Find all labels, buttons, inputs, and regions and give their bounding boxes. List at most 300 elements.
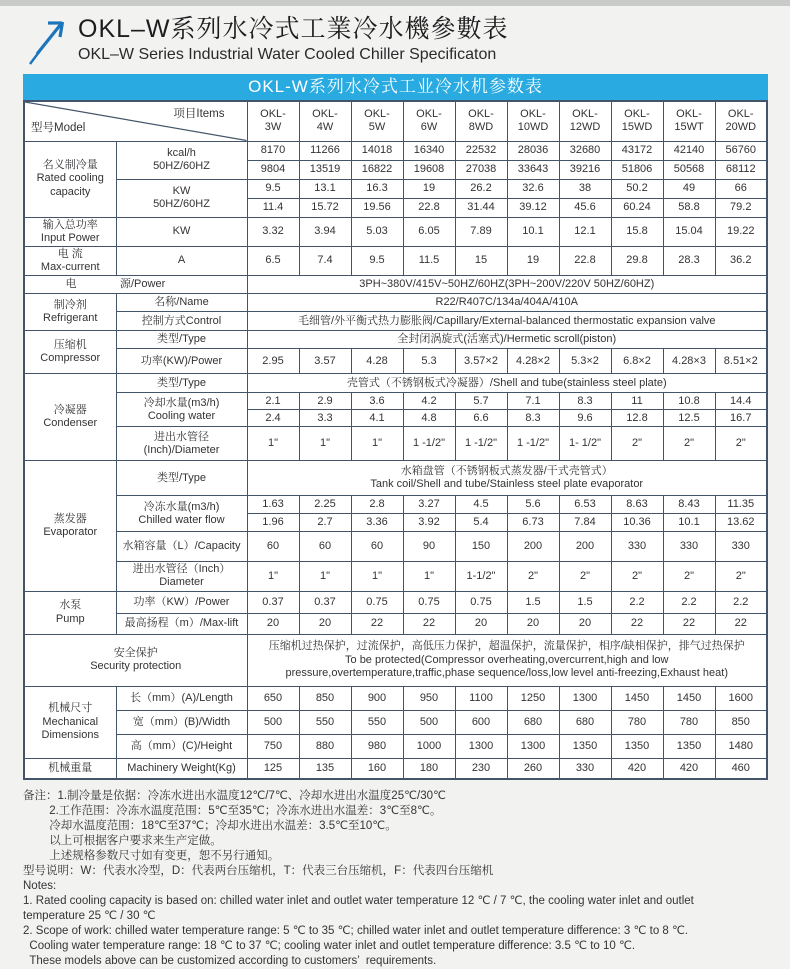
item-label-line: Diameter	[159, 576, 204, 589]
spec-row-condenser	[24, 374, 767, 393]
model-header-cell	[455, 101, 507, 141]
item-label-line: 长（mm）(A)/Length	[130, 691, 233, 704]
spec-value-cell: 19	[507, 246, 559, 275]
spec-value-cell: 42140	[663, 141, 715, 160]
spec-row-rated-cooling	[24, 179, 767, 198]
spec-value-cell: 3.57	[299, 349, 351, 374]
spec-value-cell: 3.6	[351, 393, 403, 410]
spec-value-cell: 2.25	[299, 496, 351, 514]
spec-value-cell: 10.1	[507, 217, 559, 246]
spec-value-cell: 550	[351, 710, 403, 734]
spec-value-cell: 43172	[611, 141, 663, 160]
section-label-line: 安全保护	[113, 646, 158, 659]
spec-row-dimensions	[24, 686, 767, 710]
spec-value-cell: 1- 1/2"	[559, 427, 611, 461]
page-subtitle: OKL–W Series Industrial Water Cooled Chiller Specificaton	[78, 46, 497, 63]
spec-value-cell: 22	[403, 613, 455, 634]
item-label-line: KW	[172, 184, 191, 197]
spec-value-cell: 1"	[299, 562, 351, 591]
spec-span-cell	[247, 276, 767, 294]
spec-value-cell: 230	[455, 758, 507, 779]
section-label-line: capacity	[50, 185, 91, 198]
spec-row-evaporator	[24, 461, 767, 496]
footnote-line: 2. Scope of work: chilled water temperature range: 5 ℃ to 35 ℃; chilled water inlet and outlet temperature difference: 3 ℃ to 8 ℃.	[23, 925, 689, 938]
spec-value-cell: 6.5	[247, 246, 299, 275]
spec-span-line: 全封闭涡旋式(活塞式)/Hermetic scroll(piston)	[397, 333, 617, 346]
spec-value-cell: 1450	[663, 686, 715, 710]
spec-value-cell: 880	[299, 734, 351, 758]
item-label-line: 最高扬程（m）/Max-lift	[124, 617, 239, 630]
spec-value-cell: 45.6	[559, 198, 611, 217]
model-header-cell	[507, 101, 559, 141]
spec-value-cell: 19	[403, 179, 455, 198]
spec-value-cell: 60.24	[611, 198, 663, 217]
spec-value-cell: 5.6	[507, 496, 559, 514]
spec-value-cell: 135	[299, 758, 351, 779]
item-label-cell	[116, 331, 247, 349]
footnote-line: 型号说明：W：代表水冷型，D：代表两台压缩机，T：代表三台压缩机，F：代表四台压缩机	[23, 865, 494, 878]
section-label-line: Dimensions	[41, 728, 99, 741]
spec-value-cell: 1000	[403, 734, 455, 758]
section-label-line: Pump	[55, 612, 85, 625]
spec-value-cell: 4.8	[403, 410, 455, 427]
spec-value-cell: 330	[559, 758, 611, 779]
item-label-line: A	[177, 254, 186, 267]
item-label-cell	[116, 312, 247, 331]
spec-value-cell: 10.36	[611, 514, 663, 532]
model-name: 20WD	[725, 121, 757, 134]
spec-value-cell: 4.28×2	[507, 349, 559, 374]
spec-value-cell: 1.96	[247, 514, 299, 532]
section-label-line: 电 流	[57, 247, 83, 260]
spec-value-cell: 79.2	[715, 198, 767, 217]
spec-value-cell: 0.75	[351, 591, 403, 613]
item-label-line: 50HZ/60HZ	[153, 160, 210, 172]
spec-value-cell: 20	[507, 613, 559, 634]
spec-value-cell: 58.8	[663, 198, 715, 217]
spec-value-cell: 4.1	[351, 410, 403, 427]
spec-value-cell: 3.3	[299, 410, 351, 427]
model-name: 15WD	[621, 121, 653, 134]
spec-value-cell: 60	[351, 532, 403, 562]
spec-row-pump	[24, 591, 767, 613]
section-label-line: 压缩机	[53, 339, 87, 352]
item-label-line: 类型/Type	[157, 471, 206, 484]
section-label-line: Condenser	[43, 417, 98, 430]
item-label-line: 高（mm）(C)/Height	[130, 739, 233, 752]
item-label-cell	[116, 591, 247, 613]
spec-span-cell	[247, 634, 767, 686]
section-label-line: 输入总功率	[42, 218, 98, 231]
spec-value-cell: 2.2	[715, 591, 767, 613]
model-header-cell	[611, 101, 663, 141]
spec-value-cell: 1350	[663, 734, 715, 758]
spec-value-cell: 420	[611, 758, 663, 779]
model-name: OKL-	[416, 108, 442, 121]
footnote-line: These models above can be customized according to customers’ requirements.	[23, 955, 437, 968]
spec-value-cell: 8.63	[611, 496, 663, 514]
model-name: OKL-	[468, 108, 494, 121]
spec-row-compressor	[24, 331, 767, 349]
spec-row-condenser	[24, 393, 767, 410]
item-label-line: Machinery Weight(Kg)	[127, 761, 236, 774]
spec-value-cell: 2"	[663, 427, 715, 461]
spec-value-cell: 14018	[351, 141, 403, 160]
spec-value-cell: 20	[299, 613, 351, 634]
spec-value-cell: 180	[403, 758, 455, 779]
spec-value-cell: 1"	[247, 427, 299, 461]
spec-value-cell: 11.5	[403, 246, 455, 275]
section-label-rated-cooling	[24, 141, 116, 217]
section-label-power-supply	[24, 276, 247, 294]
table-title-bar: OKL-W系列水冷式工业冷水机参数表	[23, 74, 768, 100]
spec-value-cell: 12.8	[611, 410, 663, 427]
spec-value-cell: 1350	[559, 734, 611, 758]
spec-span-line: 壳管式（不锈钢板式冷凝器）/Shell and tube(stainless steel plate)	[346, 376, 667, 389]
spec-row-evaporator	[24, 532, 767, 562]
spec-value-cell: 150	[455, 532, 507, 562]
section-label-line: Mechanical	[42, 715, 99, 728]
spec-value-cell: 22	[611, 613, 663, 634]
model-name: OKL-	[727, 108, 754, 121]
item-label-line: KW	[172, 225, 191, 238]
spec-value-cell: 5.3×2	[559, 349, 611, 374]
spec-span-cell	[247, 461, 767, 496]
spec-value-cell: 8.3	[507, 410, 559, 427]
spec-value-cell: 14.4	[715, 393, 767, 410]
spec-row-evaporator	[24, 496, 767, 514]
model-items-corner-cell	[24, 101, 247, 141]
models-header-row	[24, 101, 767, 141]
spec-value-cell: 900	[351, 686, 403, 710]
spec-value-cell: 1"	[247, 562, 299, 591]
section-label-condenser	[24, 374, 116, 461]
section-label-compressor	[24, 331, 116, 374]
spec-value-cell: 2"	[611, 427, 663, 461]
spec-value-cell: 550	[299, 710, 351, 734]
spec-value-cell: 1100	[455, 686, 507, 710]
footnote-line: 备注：1.制冷量是依据：冷冻水进出水温度12℃/7℃、冷却水进出水温度25℃/30℃	[23, 790, 446, 803]
section-label-line: Compressor	[40, 352, 101, 365]
spec-value-cell: 4.2	[403, 393, 455, 410]
section-label-line: 机械重量	[48, 761, 93, 774]
spec-span-line: To be protected(Compressor overheating,overcurrent,high and low	[345, 653, 669, 666]
spec-row-rated-cooling	[24, 141, 767, 160]
spec-value-cell: 28.3	[663, 246, 715, 275]
item-label-line: 50HZ/60HZ	[153, 198, 210, 210]
spec-value-cell: 51806	[611, 160, 663, 179]
spec-span-line: 水箱盘管（不锈钢板式蒸发器/干式壳管式）	[400, 465, 613, 478]
spec-value-cell: 1"	[403, 562, 455, 591]
spec-value-cell: 2.9	[299, 393, 351, 410]
spec-value-cell: 11.4	[247, 198, 299, 217]
spec-value-cell: 10.8	[663, 393, 715, 410]
model-name: 15WT	[674, 121, 704, 134]
item-label-line: 水箱容量（L）/Capacity	[122, 540, 241, 553]
spec-row-max-current	[24, 246, 767, 275]
model-header-cell	[663, 101, 715, 141]
spec-value-cell: 90	[403, 532, 455, 562]
item-label-cell	[116, 427, 247, 461]
spec-value-cell: 500	[247, 710, 299, 734]
item-label-cell	[116, 393, 247, 427]
spec-value-cell: 1250	[507, 686, 559, 710]
spec-value-cell: 1 -1/2"	[507, 427, 559, 461]
spec-value-cell: 2"	[507, 562, 559, 591]
spec-row-pump	[24, 613, 767, 634]
spec-value-cell: 6.8×2	[611, 349, 663, 374]
spec-value-cell: 22.8	[403, 198, 455, 217]
spec-value-cell: 29.8	[611, 246, 663, 275]
spec-value-cell: 13519	[299, 160, 351, 179]
spec-value-cell: 9.6	[559, 410, 611, 427]
spec-value-cell: 15.04	[663, 217, 715, 246]
spec-value-cell: 1.5	[507, 591, 559, 613]
item-label-line: 宽（mm）(B)/Width	[132, 715, 231, 728]
spec-value-cell: 16822	[351, 160, 403, 179]
spec-row-refrigerant	[24, 294, 767, 312]
section-label-refrigerant	[24, 294, 116, 331]
item-label-line: Chilled water flow	[138, 513, 225, 526]
item-label-cell	[116, 461, 247, 496]
section-label-dimensions	[24, 686, 116, 758]
item-label-line: Cooling water	[147, 409, 216, 422]
spec-value-cell: 7.89	[455, 217, 507, 246]
spec-value-cell: 3.92	[403, 514, 455, 532]
model-name: 10WD	[517, 121, 549, 134]
footnote-line: Cooling water temperature range: 18 ℃ to 37 ℃; cooling water inlet and outlet temperature difference: 3.5 ℃ to 10 ℃.	[23, 940, 636, 953]
spec-value-cell: 8170	[247, 141, 299, 160]
item-label-line: (Inch)/Diameter	[143, 443, 220, 456]
item-label-cell	[116, 734, 247, 758]
spec-value-cell: 19608	[403, 160, 455, 179]
spec-span-line: 毛细管/外平衡式热力膨胀阀/Capillary/External-balanced thermostatic expansion valve	[297, 314, 716, 327]
spec-row-input-power	[24, 217, 767, 246]
spec-value-cell: 3.94	[299, 217, 351, 246]
spec-value-cell: 2.2	[611, 591, 663, 613]
spec-value-cell: 5.3	[403, 349, 455, 374]
spec-value-cell: 2.95	[247, 349, 299, 374]
spec-value-cell: 6.53	[559, 496, 611, 514]
spec-value-cell: 60	[299, 532, 351, 562]
spec-value-cell: 19.22	[715, 217, 767, 246]
footnote-line: 上述规格参数尺寸如有变更，恕不另行通知。	[23, 850, 280, 863]
spec-row-security	[24, 634, 767, 686]
spec-value-cell: 260	[507, 758, 559, 779]
item-label-cell	[116, 562, 247, 591]
spec-value-cell: 9804	[247, 160, 299, 179]
spec-value-cell: 8.43	[663, 496, 715, 514]
spec-value-cell: 1300	[559, 686, 611, 710]
spec-value-cell: 16.7	[715, 410, 767, 427]
item-label-line: kcal/h	[167, 146, 196, 159]
spec-value-cell: 36.2	[715, 246, 767, 275]
spec-span-cell	[247, 374, 767, 393]
item-label-cell	[116, 246, 247, 275]
spec-value-cell: 66	[715, 179, 767, 198]
spec-value-cell: 7.1	[507, 393, 559, 410]
spec-value-cell: 2"	[559, 562, 611, 591]
spec-value-cell: 2"	[611, 562, 663, 591]
spec-row-power-supply	[24, 276, 767, 294]
model-header-cell	[351, 101, 403, 141]
spec-value-cell: 1600	[715, 686, 767, 710]
footnote-line: Notes:	[23, 880, 57, 893]
spec-span-cell	[247, 294, 767, 312]
section-label-pump	[24, 591, 116, 634]
spec-value-cell: 1480	[715, 734, 767, 758]
section-label-line: Evaporator	[43, 525, 98, 538]
spec-value-cell: 125	[247, 758, 299, 779]
section-label-line: Max-current	[40, 261, 100, 274]
spec-value-cell: 6.05	[403, 217, 455, 246]
spec-value-cell: 26.2	[455, 179, 507, 198]
spec-value-cell: 22	[715, 613, 767, 634]
item-label-cell	[116, 710, 247, 734]
spec-value-cell: 22	[663, 613, 715, 634]
spec-value-cell: 850	[715, 710, 767, 734]
item-label-line: 冷却水量(m3/h)	[143, 396, 220, 409]
spec-value-cell: 22	[351, 613, 403, 634]
spec-value-cell: 13.1	[299, 179, 351, 198]
spec-value-cell: 3.57×2	[455, 349, 507, 374]
spec-span-line: 压缩机过热保护，过流保护，高低压力保护，超温保护，流量保护，相序/缺相保护，排气过热保护	[268, 640, 745, 653]
spec-table-wrap	[23, 74, 768, 780]
item-label-line: 类型/Type	[157, 376, 206, 389]
spec-value-cell: 22.8	[559, 246, 611, 275]
spec-value-cell: 980	[351, 734, 403, 758]
spec-value-cell: 15	[455, 246, 507, 275]
item-label-line: 进出水管径	[154, 430, 209, 443]
section-label-security	[24, 634, 247, 686]
spec-value-cell: 16.3	[351, 179, 403, 198]
spec-value-cell: 8.51×2	[715, 349, 767, 374]
spec-value-cell: 1"	[351, 562, 403, 591]
spec-value-cell: 1"	[299, 427, 351, 461]
item-label-line: 功率（KW）/Power	[133, 595, 230, 608]
section-label-line: Security protection	[90, 660, 182, 673]
spec-row-condenser	[24, 427, 767, 461]
spec-value-cell: 20	[559, 613, 611, 634]
spec-value-cell: 15.72	[299, 198, 351, 217]
spec-value-cell: 19.56	[351, 198, 403, 217]
spec-value-cell: 2.4	[247, 410, 299, 427]
model-name: 4W	[316, 121, 334, 134]
spec-value-cell: 0.37	[247, 591, 299, 613]
spec-span-line: Tank coil/Shell and tube/Stainless steel plate evaporator	[370, 478, 644, 491]
spec-value-cell: 9.5	[351, 246, 403, 275]
spec-row-evaporator	[24, 562, 767, 591]
brand-arrow-icon	[28, 14, 72, 66]
footnotes	[23, 789, 768, 969]
item-label-cell	[116, 613, 247, 634]
model-name: OKL-	[312, 108, 338, 121]
section-label-max-current	[24, 246, 116, 275]
spec-value-cell: 500	[403, 710, 455, 734]
item-label-line: 名称/Name	[154, 296, 209, 309]
spec-value-cell: 1-1/2"	[455, 562, 507, 591]
item-label-cell	[116, 496, 247, 532]
spec-value-cell: 38	[559, 179, 611, 198]
spec-value-cell: 3.27	[403, 496, 455, 514]
spec-value-cell: 3.36	[351, 514, 403, 532]
spec-value-cell: 20	[455, 613, 507, 634]
section-label-weight	[24, 758, 116, 779]
item-label-cell	[116, 349, 247, 374]
spec-value-cell: 32680	[559, 141, 611, 160]
spec-value-cell: 6.73	[507, 514, 559, 532]
model-header-cell	[299, 101, 351, 141]
spec-value-cell: 11.35	[715, 496, 767, 514]
spec-value-cell: 20	[247, 613, 299, 634]
footnote-line: temperature 25 ℃ / 30 ℃	[23, 910, 156, 923]
spec-row-weight	[24, 758, 767, 779]
spec-value-cell: 780	[611, 710, 663, 734]
spec-value-cell: 5.4	[455, 514, 507, 532]
spec-value-cell: 850	[299, 686, 351, 710]
spec-value-cell: 33643	[507, 160, 559, 179]
spec-value-cell: 680	[507, 710, 559, 734]
model-name: 12WD	[569, 121, 601, 134]
spec-value-cell: 7.4	[299, 246, 351, 275]
section-label-line: 冷凝器	[53, 404, 87, 417]
spec-value-cell: 2"	[715, 562, 767, 591]
model-name: 6W	[420, 121, 438, 134]
spec-value-cell: 56760	[715, 141, 767, 160]
model-name: OKL-	[520, 108, 546, 121]
spec-value-cell: 1300	[455, 734, 507, 758]
item-label-cell	[116, 374, 247, 393]
spec-value-cell: 11	[611, 393, 663, 410]
spec-table	[23, 100, 768, 780]
spec-value-cell: 950	[403, 686, 455, 710]
corner-model-label: 型号Model	[31, 121, 86, 134]
spec-value-cell: 11266	[299, 141, 351, 160]
spec-value-cell: 4.5	[455, 496, 507, 514]
spec-value-cell: 650	[247, 686, 299, 710]
spec-value-cell: 13.62	[715, 514, 767, 532]
spec-value-cell: 1450	[611, 686, 663, 710]
model-header-cell	[559, 101, 611, 141]
spec-value-cell: 22532	[455, 141, 507, 160]
spec-value-cell: 1 -1/2"	[403, 427, 455, 461]
item-label-line: 类型/Type	[157, 333, 206, 346]
section-label-line: Rated cooling	[36, 172, 104, 185]
spec-value-cell: 2.7	[299, 514, 351, 532]
spec-value-cell: 32.6	[507, 179, 559, 198]
item-label-line: 冷冻水量(m3/h)	[143, 500, 220, 513]
spec-value-cell: 8.3	[559, 393, 611, 410]
spec-value-cell: 330	[663, 532, 715, 562]
spec-value-cell: 15.8	[611, 217, 663, 246]
spec-value-cell: 420	[663, 758, 715, 779]
model-name: OKL-	[624, 108, 650, 121]
spec-value-cell: 4.28	[351, 349, 403, 374]
spec-value-cell: 200	[559, 532, 611, 562]
spec-value-cell: 39.12	[507, 198, 559, 217]
power-label-en: 源/Power	[120, 278, 166, 291]
spec-value-cell: 750	[247, 734, 299, 758]
spec-row-compressor	[24, 349, 767, 374]
section-label-line: 水泵	[59, 599, 82, 612]
model-header-cell	[715, 101, 767, 141]
spec-value-cell: 9.5	[247, 179, 299, 198]
spec-value-cell: 7.84	[559, 514, 611, 532]
spec-value-cell: 12.1	[559, 217, 611, 246]
item-label-line: 功率(KW)/Power	[140, 354, 223, 367]
spec-value-cell: 16340	[403, 141, 455, 160]
spec-value-cell: 0.37	[299, 591, 351, 613]
